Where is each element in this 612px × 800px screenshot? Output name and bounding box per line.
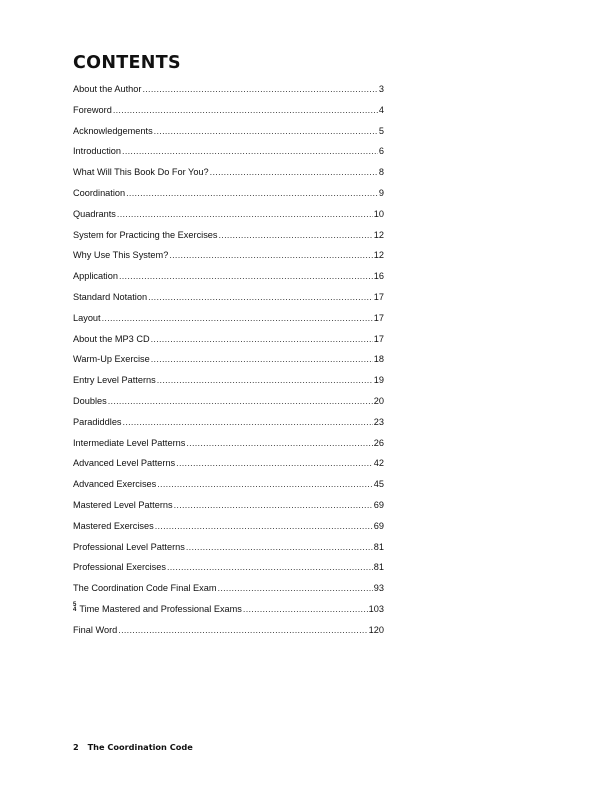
- toc-entry-page: 19: [373, 375, 384, 386]
- toc-entry-page: 4: [378, 104, 384, 115]
- toc-entry: [73, 519, 384, 540]
- toc-entry-page: 9: [378, 187, 384, 198]
- dot-leader: [117, 207, 373, 221]
- toc-entry-page: 69: [373, 499, 384, 510]
- toc-entry: [73, 456, 384, 477]
- table-of-contents: [73, 82, 384, 644]
- toc-entry-page: 16: [373, 271, 384, 282]
- dot-leader: [157, 373, 373, 387]
- toc-entry-title: Warm-Up Exercise: [73, 354, 150, 365]
- toc-entry-page: 23: [373, 416, 384, 427]
- toc-entry-title: Application: [73, 271, 118, 282]
- toc-entry: [73, 311, 384, 332]
- toc-entry: [73, 124, 384, 145]
- toc-entry-page: 3: [378, 84, 384, 94]
- toc-entry-title-text: Time Mastered and Professional Exams: [79, 603, 242, 614]
- toc-entry-page: 12: [373, 250, 384, 261]
- toc-entry-title: The Coordination Code Final Exam: [73, 583, 217, 594]
- toc-entry: [73, 560, 384, 581]
- toc-entry: [73, 228, 384, 249]
- dot-leader: [126, 186, 378, 200]
- toc-entry: [73, 248, 384, 269]
- toc-entry: [73, 332, 384, 353]
- toc-entry-title: Why Use This System?: [73, 250, 169, 261]
- toc-entry-title: Advanced Level Patterns: [73, 458, 176, 469]
- toc-entry: [73, 269, 384, 290]
- dot-leader: [108, 394, 373, 408]
- dot-leader: [176, 456, 373, 470]
- toc-entry-title: Quadrants: [73, 208, 116, 219]
- dot-leader: [218, 581, 373, 595]
- dot-leader: [123, 415, 373, 429]
- dot-leader: [210, 165, 378, 179]
- toc-entry-page: 81: [373, 541, 384, 552]
- toc-entry: [73, 82, 384, 103]
- toc-entry-page: 17: [373, 291, 384, 302]
- toc-entry: [73, 394, 384, 415]
- dot-leader: [186, 436, 372, 450]
- toc-entry-page: 26: [373, 437, 384, 448]
- toc-entry-title: Layout: [73, 312, 101, 323]
- toc-entry-page: 18: [373, 354, 384, 365]
- toc-entry-page: 12: [373, 229, 384, 240]
- toc-entry: [73, 290, 384, 311]
- dot-leader: [186, 540, 373, 554]
- dot-leader: [142, 82, 377, 96]
- toc-entry-page: 120: [368, 624, 384, 635]
- toc-entry-title: Advanced Exercises: [73, 479, 157, 490]
- dot-leader: [157, 477, 373, 491]
- dot-leader: [151, 332, 373, 346]
- toc-entry-title: Standard Notation: [73, 291, 148, 302]
- toc-entry: [73, 436, 384, 457]
- dot-leader: [243, 602, 368, 616]
- toc-entry-title: Coordination: [73, 187, 126, 198]
- dot-leader: [167, 560, 373, 574]
- dot-leader: [169, 248, 372, 262]
- toc-entry: [73, 207, 384, 228]
- toc-entry-page: 17: [373, 312, 384, 323]
- toc-entry-page: 103: [368, 603, 384, 614]
- toc-entry: [73, 165, 384, 186]
- toc-entry: [73, 373, 384, 394]
- dot-leader: [219, 228, 373, 242]
- toc-entry-title: What Will This Book Do For You?: [73, 167, 209, 178]
- toc-entry: [73, 540, 384, 561]
- toc-entry: [73, 623, 384, 644]
- toc-entry-title: About the MP3 CD: [73, 333, 150, 344]
- toc-entry-page: 8: [378, 167, 384, 178]
- toc-entry-page: 81: [373, 562, 384, 573]
- toc-entry: [73, 498, 384, 519]
- toc-entry-page: 69: [373, 520, 384, 531]
- toc-entry: [73, 103, 384, 124]
- dot-leader: [154, 124, 378, 138]
- footer-book-title: The Coordination Code: [87, 742, 193, 752]
- toc-entry: [73, 602, 384, 623]
- dot-leader: [122, 144, 378, 158]
- dot-leader: [151, 352, 373, 366]
- time-signature-top: 5: [73, 602, 77, 609]
- toc-entry-title: Entry Level Patterns: [73, 375, 156, 386]
- footer-page-number: 2: [73, 742, 79, 752]
- toc-entry: [73, 144, 384, 165]
- toc-entry-title: Paradiddles: [73, 416, 122, 427]
- toc-entry-page: 93: [373, 583, 384, 594]
- toc-entry-title: Professional Level Patterns: [73, 541, 185, 552]
- toc-entry-page: 45: [373, 479, 384, 490]
- toc-entry-title: Professional Exercises: [73, 562, 166, 573]
- time-signature: [73, 603, 76, 613]
- toc-entry-page: 5: [378, 125, 384, 136]
- toc-entry-title: Final Word: [73, 624, 118, 635]
- toc-entry-title: Acknowledgements: [73, 125, 153, 136]
- toc-entry-title: Foreword: [73, 104, 112, 115]
- dot-leader: [118, 623, 367, 637]
- dot-leader: [148, 290, 373, 304]
- dot-leader: [174, 498, 373, 512]
- dot-leader: [102, 311, 373, 325]
- toc-entry: [73, 352, 384, 373]
- page-footer: [73, 742, 193, 752]
- toc-entry-page: 6: [378, 146, 384, 157]
- toc-entry: [73, 581, 384, 602]
- dot-leader: [155, 519, 373, 533]
- toc-entry-title: Doubles: [73, 395, 107, 406]
- toc-entry-title: Mastered Exercises: [73, 520, 154, 531]
- toc-entry: [73, 415, 384, 436]
- toc-entry-page: 20: [373, 395, 384, 406]
- toc-entry-title: Introduction: [73, 146, 122, 157]
- dot-leader: [113, 103, 378, 117]
- time-signature-bottom: 4: [73, 607, 77, 614]
- dot-leader: [119, 269, 373, 283]
- toc-entry-page: 17: [373, 333, 384, 344]
- toc-entry-title: System for Practicing the Exercises: [73, 229, 218, 240]
- toc-entry-title: About the Author: [73, 84, 142, 94]
- toc-entry-title: Mastered Level Patterns: [73, 499, 173, 510]
- toc-entry-page: 10: [373, 208, 384, 219]
- toc-entry: [73, 186, 384, 207]
- toc-entry-title: [73, 602, 242, 616]
- page-title: CONTENTS: [73, 53, 181, 73]
- toc-entry-page: 42: [373, 458, 384, 469]
- toc-entry: [73, 477, 384, 498]
- toc-entry-title: Intermediate Level Patterns: [73, 437, 186, 448]
